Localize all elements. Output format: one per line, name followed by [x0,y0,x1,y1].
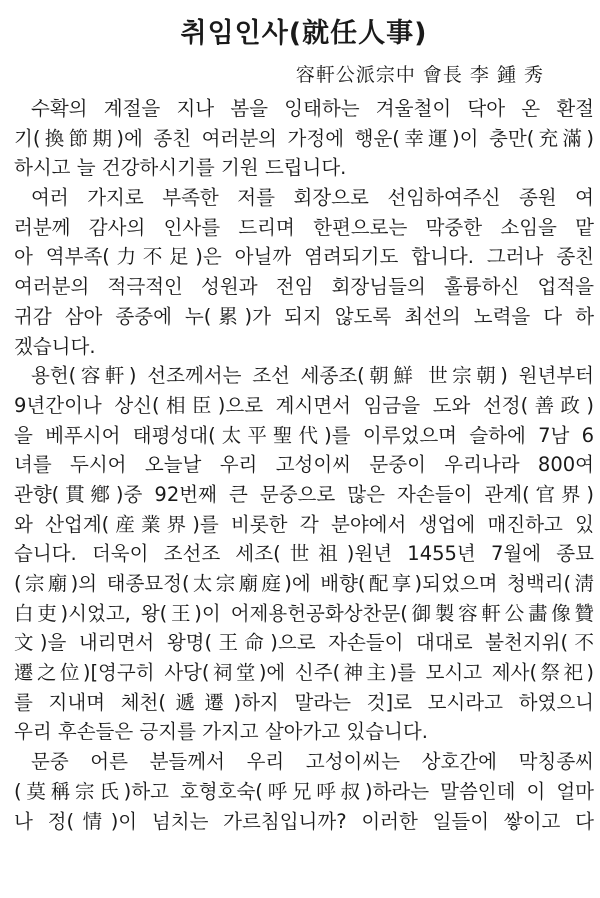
text-line: 수확의 계절을 지나 봄을 잉태하는 겨울철이 닥아 온 환절 [31,97,594,120]
text-line: 을 베푸시어 태평성대(太平聖代)를 이루었으며 슬하에 7남 6 [14,423,594,447]
text-line: 용헌(容軒) 선조께서는 조선 세종조(朝鮮 世宗朝) 원년부터 [31,364,594,388]
text-line: 文)을 내리면서 왕명(王命)으로 자손들이 대대로 불천지위(不 [14,631,594,655]
text-line: 관향(貫鄕)중 92번째 큰 문중으로 많은 자손들이 관계(官界) [14,482,594,506]
text-line: 를 지내며 체천(遞遷)하지 말라는 것]로 모시라고 하였으니 [14,690,594,714]
text-line: 白吏)시었고, 왕(王)이 어제용헌공화상찬문(御製容軒公畵像贊 [14,601,594,625]
text-line: (宗廟)의 태종묘정(太宗廟庭)에 배향(配享)되었으며 청백리(淸 [14,572,594,595]
author-byline: 容軒公派宗中 會長 李 鍾 秀 [295,64,544,86]
text-line: 습니다. 더욱이 조선조 세조(世祖)원년 1455년 7월에 종묘 [14,542,594,566]
text-line: 와 산업계(産業界)를 비롯한 각 분야에서 생업에 매진하고 있 [14,512,594,536]
text-line: 러분께 감사의 인사를 드리며 한편으로는 막중한 소임을 맡 [14,215,594,239]
paragraph-3 [14,361,594,747]
text-line: 우리 후손들은 긍지를 가지고 살아가고 있습니다. [14,720,428,744]
text-line: 아 역부족(力不足)은 아닐까 염려되기도 합니다. 그러나 종친 [14,245,594,269]
paragraph-4 [14,747,594,836]
text-line: 遷之位)[영구히 사당(祠堂)에 신주(神主)를 모시고 제사(祭祀) [14,661,594,685]
text-line: 여러 가지로 부족한 저를 회장으로 선임하여주신 종원 여 [31,186,594,210]
page-title: 취임인사(就任人事) [180,18,428,49]
text-line: 9년간이나 상신(相臣)으로 계시면서 임금을 도와 선정(善政) [14,393,594,417]
paragraph-2 [14,183,594,361]
text-line: (莫稱宗氏)하고 호형호숙(呼兄呼叔)하라는 말씀인데 이 얼마 [14,779,594,803]
text-line: 하시고 늘 건강하시기를 기원 드립니다. [14,156,347,180]
paragraph-1 [14,94,594,183]
text-line: 겠습니다. [14,334,96,358]
text-line: 녀를 두시어 오늘날 우리 고성이씨 문중이 우리나라 800여 [14,453,594,477]
text-line: 기(換節期)에 종친 여러분의 가정에 행운(幸運)이 충만(充滿) [14,126,594,150]
text-line: 나 정(情)이 넘치는 가르침입니까? 이러한 일들이 쌓이고 다 [14,809,594,833]
text-line: 여러분의 적극적인 성원과 전임 회장님들의 훌륭하신 업적을 [14,275,594,299]
text-line: 귀감 삼아 종중에 누(累)가 되지 않도록 최선의 노력을 다 하 [14,304,594,328]
text-line: 문중 어른 분들께서 우리 고성이씨는 상호간에 막칭종씨 [31,750,594,774]
